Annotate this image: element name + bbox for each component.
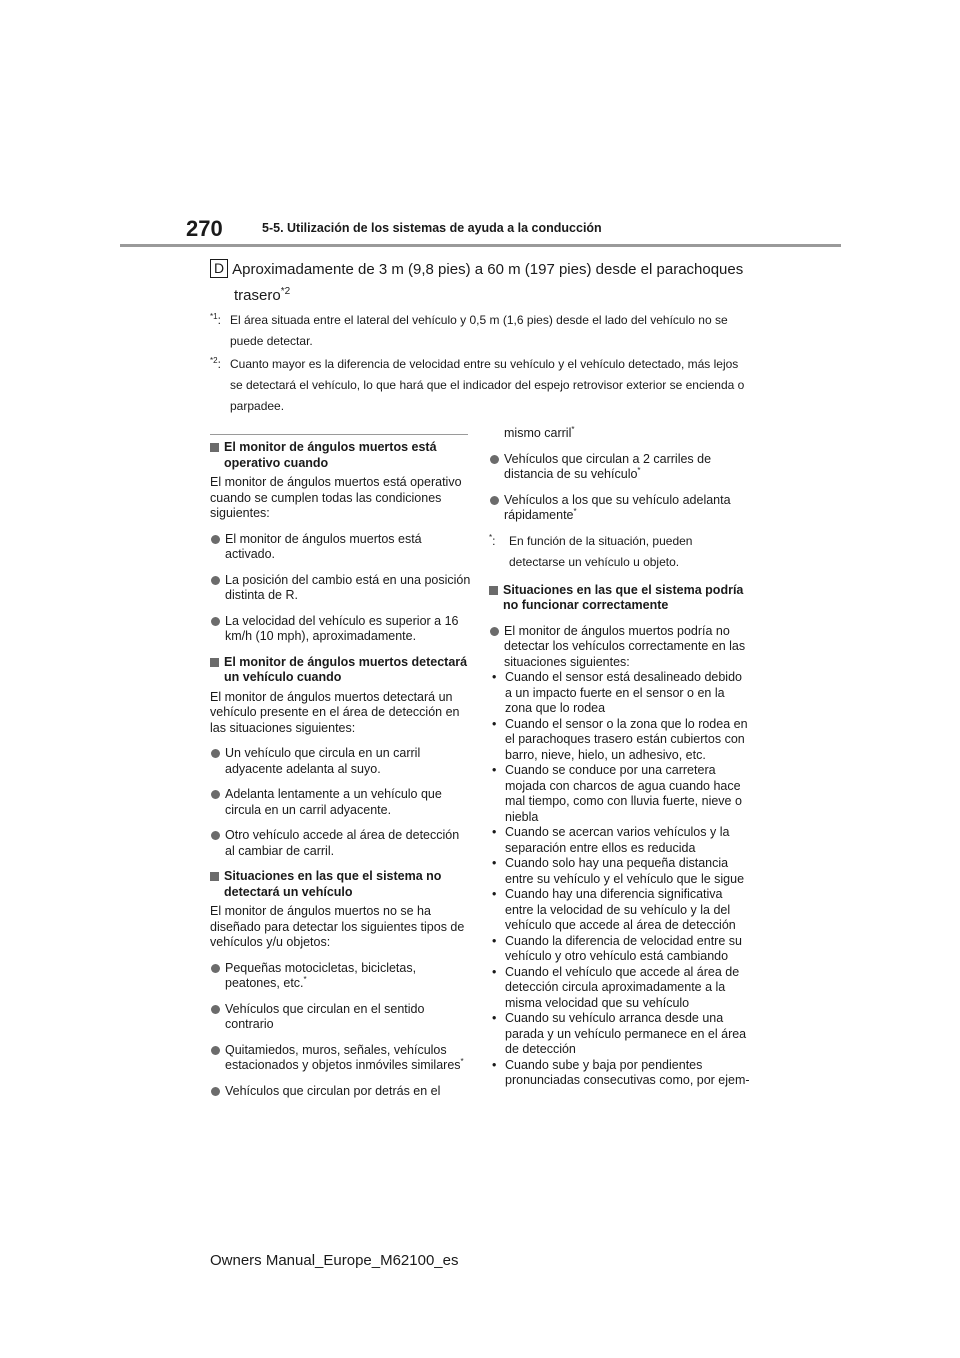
- sub-list-item-text: Cuando sube y baja por pendientes pronunciadas consecutivas como, por ejem-: [505, 1057, 750, 1087]
- list-item-text: Pequeñas motocicletas, bicicletas, peatones, etc.: [225, 960, 417, 990]
- circle-bullet-icon: [211, 964, 220, 973]
- intro-line2-sup: *2: [280, 286, 291, 297]
- list-item: [210, 961, 472, 992]
- dot-bullet-icon: •: [492, 887, 497, 901]
- list-item-text: El monitor de ángulos muertos está activado.: [225, 531, 422, 561]
- list-item: [210, 746, 472, 777]
- circle-bullet-icon: [211, 790, 220, 799]
- sub-list-item: [489, 856, 751, 887]
- heading-no-detectara: [210, 869, 472, 900]
- intro-block: [210, 259, 750, 417]
- heading-text: Situaciones en las que el sistema podría no funcionar correctamente: [503, 582, 744, 612]
- list-item: [210, 1043, 472, 1074]
- asterisk: *: [637, 465, 641, 475]
- dot-bullet-icon: •: [492, 763, 497, 777]
- footnote-2-mark: $^{*2}$:: [210, 356, 221, 371]
- sub-list-item-text: Cuando solo hay una pequeña distancia entre su vehículo y el vehículo que le sigue: [505, 856, 745, 886]
- sub-list-item: [489, 670, 751, 717]
- sub-list-item: [489, 1011, 751, 1058]
- square-bullet-icon: [210, 872, 219, 881]
- sub-list-item-text: Cuando el vehículo que accede al área de detección circula aproximadamente a la misma velocidad que su vehículo: [505, 964, 740, 1010]
- footnote-1: [210, 310, 750, 352]
- sub-list-item-text: Cuando se acercan varios vehículos y la separación entre ellos es reducida: [505, 825, 730, 855]
- list-item-text: Otro vehículo accede al área de detección al cambiar de carril.: [225, 828, 460, 858]
- list-item-text: Un vehículo que circula en un carril adyacente adelanta al suyo.: [225, 746, 421, 776]
- list-item-text: Vehículos a los que su vehículo adelanta rápidamente: [504, 492, 731, 522]
- heading-detectara: [210, 655, 472, 686]
- circle-bullet-icon: [211, 1046, 220, 1055]
- footnote-1-text: El área situada entre el lateral del vehículo y 0,5 m (1,6 pies) desde el lado del vehículo no se puede detectar.: [230, 313, 728, 348]
- heading-text: El monitor de ángulos muertos está operativo cuando: [224, 440, 437, 470]
- asterisk: *: [573, 506, 577, 516]
- dot-bullet-icon: •: [492, 670, 497, 684]
- list-item-text: Vehículos que circulan en el sentido contrario: [225, 1001, 425, 1031]
- sub-list-item: [489, 934, 751, 965]
- left-column: [210, 440, 472, 1099]
- footnote-1-mark: $^{*1}$:: [210, 312, 221, 327]
- paragraph: El monitor de ángulos muertos no se ha diseñado para detectar los siguientes tipos de vehículos y/u objetos:: [210, 904, 465, 949]
- asterisk-note-mark: *:: [489, 532, 496, 548]
- dot-bullet-icon: •: [492, 716, 497, 731]
- heading-podria-no-funcionar: [489, 583, 751, 614]
- column-rule: [210, 434, 468, 435]
- asterisk-note-text: En función de la situación, pueden detectarse un vehículo u objeto.: [509, 533, 693, 569]
- sub-list-item-text: Cuando hay una diferencia significativa entre la velocidad de su vehículo y la del vehículo que accede al área de detección: [505, 887, 736, 932]
- sub-list-item: [489, 965, 751, 1012]
- circle-bullet-icon: [211, 617, 220, 626]
- list-item: [210, 787, 472, 818]
- paragraph: El monitor de ángulos muertos está operativo cuando se cumplen todas las condiciones siguientes:: [210, 475, 462, 520]
- circle-bullet-icon: [211, 749, 220, 758]
- section-title: 5-5. Utilización de los sistemas de ayuda a la conducción: [262, 221, 602, 235]
- list-item: [210, 532, 472, 563]
- list-item-text: Vehículos que circulan a 2 carriles de distancia de su vehículo: [504, 451, 712, 481]
- sub-list-item-text: Cuando su vehículo arranca desde una parada y un vehículo permanece en el área de detección: [505, 1011, 747, 1056]
- intro-line2-text: trasero: [234, 287, 281, 304]
- intro-line1: Aproximadamente de 3 m (9,8 pies) a 60 m (197 pies) desde el parachoques: [232, 261, 744, 278]
- header-rule: [120, 244, 841, 247]
- asterisk-note-mark-text: *: [489, 532, 493, 542]
- footnote-2-text: Cuanto mayor es la diferencia de velocidad entre su vehículo y el vehículo detectado, más lejos se detectará el vehículo, lo que hará que el indicador del espejo retrovisor exterior se encienda o parpadee.: [230, 357, 745, 413]
- sub-list-item-text: Cuando el sensor o la zona que lo rodea en el parachoques trasero están cubiertos con barro, nieve, hielo, un adhesivo, etc.: [505, 716, 748, 762]
- circle-bullet-icon: [211, 1005, 220, 1014]
- list-item: [489, 624, 751, 671]
- list-item: [210, 1084, 472, 1100]
- sub-list-item-text: Cuando se conduce por una carretera mojada con charcos de agua cuando hace mal tiempo, como con lluvia fuerte, nieve o niebla: [505, 763, 742, 824]
- intro-line: [210, 259, 750, 281]
- dot-bullet-icon: •: [492, 825, 497, 839]
- heading-text: Situaciones en las que el sistema no detectará un vehículo: [224, 869, 442, 899]
- list-item-text: La velocidad del vehículo es superior a 16 km/h (10 mph), aproximadamente.: [225, 613, 459, 643]
- sub-list-item: [489, 763, 751, 825]
- footer-manual-id: Owners Manual_Europe_M62100_es: [210, 1252, 459, 1269]
- sub-list-item-text: Cuando la diferencia de velocidad entre su vehículo y otro vehículo está cambiando: [505, 933, 742, 963]
- list-item: [210, 614, 472, 645]
- page-number: 270: [186, 216, 223, 241]
- dot-bullet-icon: •: [492, 964, 497, 979]
- dot-bullet-icon: •: [492, 1057, 497, 1072]
- sub-list-item: [489, 825, 751, 856]
- intro-line2: [210, 287, 750, 304]
- asterisk: *: [571, 424, 575, 434]
- list-item-text: Adelanta lentamente a un vehículo que circula en un carril adyacente.: [225, 787, 442, 817]
- list-item-text: El monitor de ángulos muertos podría no detectar los vehículos correctamente en las situaciones siguientes:: [504, 623, 746, 669]
- circle-bullet-icon: [211, 576, 220, 585]
- dot-bullet-icon: •: [492, 933, 497, 948]
- list-item: [210, 573, 472, 604]
- list-item-continuation: [489, 426, 751, 442]
- heading-operativo: [210, 440, 472, 471]
- sub-list-item-text: Cuando el sensor está desalineado debido a un impacto fuerte en el sensor o en la zona que lo rodea: [505, 670, 742, 715]
- list-item-text: Vehículos que circulan por detrás en el: [225, 1083, 441, 1098]
- asterisk: *: [460, 1056, 464, 1066]
- zone-label-box: D: [210, 259, 228, 278]
- asterisk-note: [489, 531, 751, 573]
- list-item: [489, 493, 751, 524]
- sub-list-item: [489, 1058, 751, 1089]
- square-bullet-icon: [210, 443, 219, 452]
- circle-bullet-icon: [490, 455, 499, 464]
- sub-list-item: [489, 887, 751, 934]
- list-item-text: Quitamiedos, muros, señales, vehículos estacionados y objetos inmóviles similares: [225, 1042, 461, 1072]
- circle-bullet-icon: [211, 831, 220, 840]
- right-column: [489, 426, 751, 1089]
- list-item: [210, 828, 472, 859]
- paragraph: El monitor de ángulos muertos detectará un vehículo presente en el área de detección en las situaciones siguientes:: [210, 689, 460, 735]
- continuation-text: mismo carril: [504, 426, 572, 440]
- circle-bullet-icon: [211, 1087, 220, 1096]
- dot-bullet-icon: •: [492, 1011, 497, 1025]
- circle-bullet-icon: [490, 496, 499, 505]
- square-bullet-icon: [489, 586, 498, 595]
- footnote-2: [210, 354, 750, 417]
- footnote-1-mark-text: *1: [210, 312, 218, 321]
- circle-bullet-icon: [211, 535, 220, 544]
- heading-text: El monitor de ángulos muertos detectará un vehículo cuando: [224, 654, 468, 684]
- asterisk: *: [303, 974, 307, 984]
- sub-list: [489, 670, 751, 1089]
- list-item-text: La posición del cambio está en una posición distinta de R.: [225, 572, 471, 602]
- footnote-2-mark-text: *2: [210, 356, 218, 365]
- circle-bullet-icon: [490, 627, 499, 636]
- list-item: [210, 1002, 472, 1033]
- dot-bullet-icon: •: [492, 856, 497, 870]
- square-bullet-icon: [210, 658, 219, 667]
- list-item: [489, 452, 751, 483]
- sub-list-item: [489, 717, 751, 764]
